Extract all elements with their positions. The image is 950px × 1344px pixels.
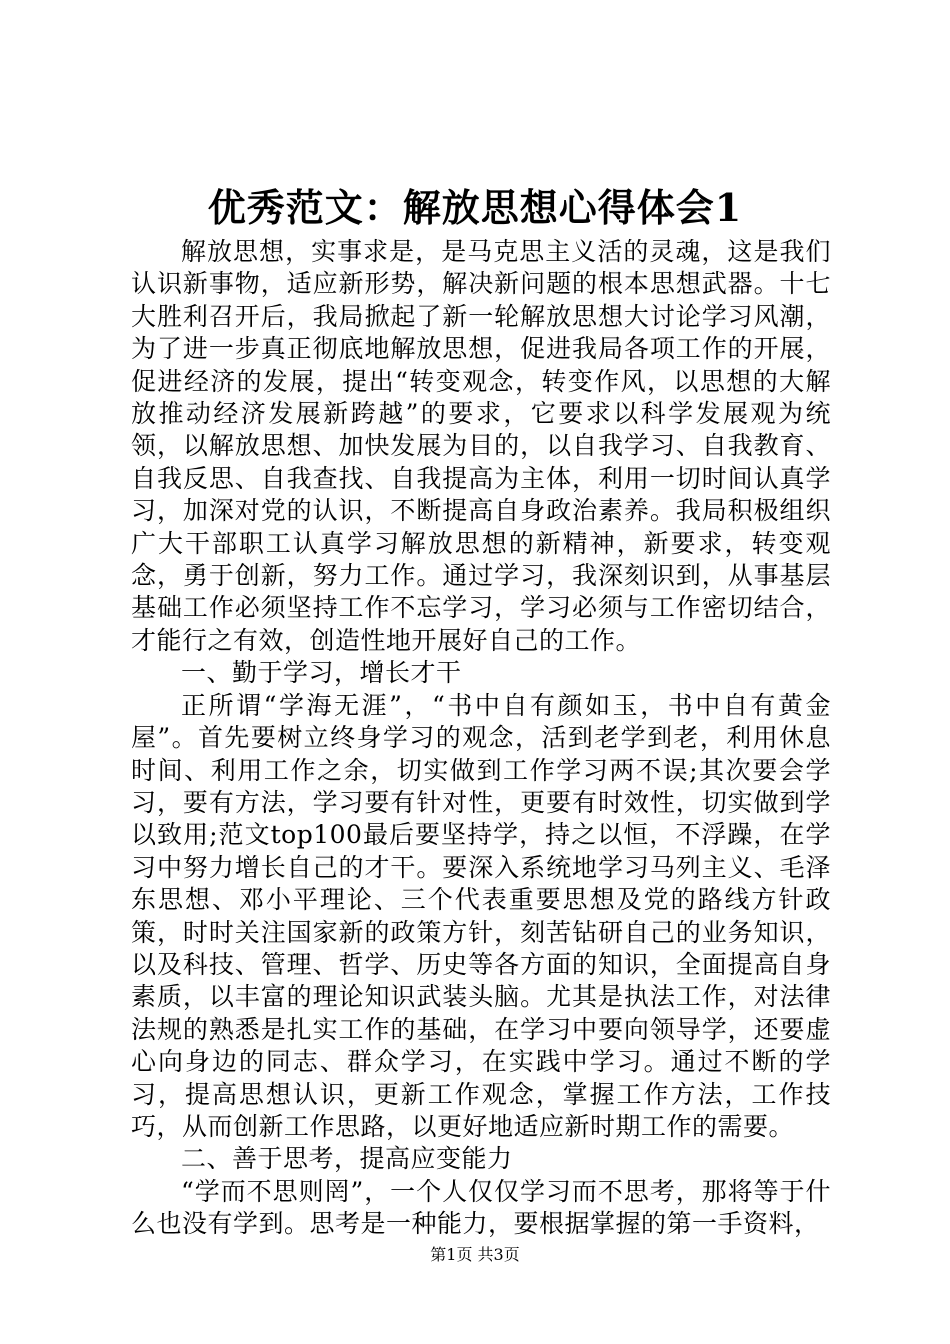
- page-footer: 第1页 共3页: [430, 1245, 520, 1264]
- section-heading-1: 一、勤于学习，增长才干: [181, 658, 462, 688]
- paragraph-intro: 解放思想，实事求是，是马克思主义活的灵魂，这是我们认识新事物，适应新形势，解决新问题的根本思想武器。十七大胜利召开后，我局掀起了新一轮解放思想大讨论学习风潮，为了进一步真正彻底地解放思想，促进我局各项工作的开展，促进经济的发展，提出“转变观念，转变作风，以思想的大解放推动经济发展新跨越”的要求，它要求以科学发展观为统领，以解放思想、加快发展为目的，以自我学习、自我教育、自我反思、自我查找、自我提高为主体，利用一切时间认真学习，加深对党的认识，不断提高自身政治素养。我局积极组织广大干部职工认真学习解放思想的新精神，新要求，转变观念，勇于创新，努力工作。通过学习，我深刻识到，从事基层基础工作必须坚持工作不忘学习，学习必须与工作密切结合，才能行之有效，创造性地开展好自己的工作。: [131, 237, 831, 655]
- section-heading-2: 二、善于思考，提高应变能力: [181, 1144, 513, 1174]
- document-body: [131, 236, 831, 1241]
- paragraph-section-1: 正所谓“学海无涯”，“书中自有颜如玉，书中自有黄金屋”。首先要树立终身学习的观念，活到老学到老，利用休息时间、利用工作之余，切实做到工作学习两不误;其次要会学习，要有方法，学习要有针对性，更要有时效性，切实做到学以致用;范文top100最后要坚持学，持之以恒，不浮躁，在学习中努力增长自己的才干。要深入系统地学习马列主义、毛泽东思想、邓小平理论、三个代表重要思想及党的路线方针政策，时时关注国家新的政策方针，刻苦钻研自己的业务知识，以及科技、管理、哲学、历史等各方面的知识，全面提高自身素质，以丰富的理论知识武装头脑。尤其是执法工作，对法律法规的熟悉是扎实工作的基础，在学习中要向领导学，还要虚心向身边的同志、群众学习，在实践中学习。通过不断的学习，提高思想认识，更新工作观念，掌握工作方法，工作技巧，从而创新工作思路，以更好地适应新时期工作的需要。: [131, 690, 831, 1141]
- paragraph-section-2: “学而不思则罔”，一个人仅仅学习而不思考，那将等于什么也没有学到。思考是一种能力，要根据掌握的第一手资料，: [131, 1176, 831, 1239]
- document-title: 优秀范文：解放思想心得体会1: [207, 185, 743, 230]
